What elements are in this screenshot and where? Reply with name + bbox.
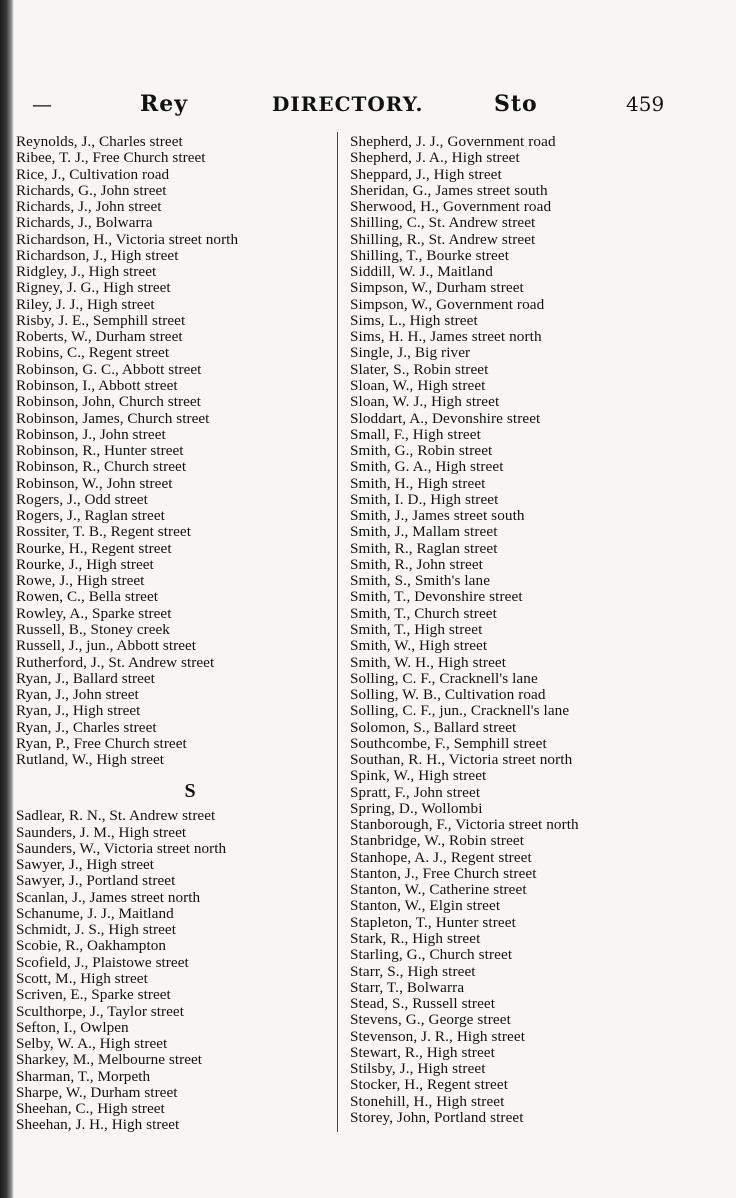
directory-entry: Smith, G. A., High street [350,458,504,476]
book-binding-edge [0,0,14,1198]
directory-entry: Schmidt, J. S., High street [16,921,176,939]
r-entries-list [16,134,334,768]
directory-entry: Smith, H., High street [350,474,486,492]
directory-entry: Scanlan, J., James street north [16,888,201,906]
header-left-guide-word: Rey [140,91,189,117]
header-dash: — [32,92,52,116]
directory-entry: Slater, S., Robin street [350,360,489,378]
directory-entry: Shepherd, J. A., High street [350,149,520,167]
directory-entry: Stanton, J., Free Church street [350,864,537,882]
directory-entry: Sculthorpe, J., Taylor street [16,1002,184,1020]
directory-entry: Richardson, J., High street [16,246,179,264]
directory-entry: Sloan, W., High street [350,376,486,394]
directory-entry: Smith, T., High street [350,620,483,638]
directory-entry: Ryan, P., Free Church street [16,734,187,752]
directory-entry: Rigney, J. G., High street [16,279,171,297]
directory-entry: Rowen, C., Bella street [16,588,159,606]
column-divider [337,132,338,1132]
directory-entry: Spink, W., High street [350,767,487,785]
directory-entry: Saunders, W., Victoria street north [16,839,227,857]
directory-entry: Rowley, A., Sparke street [16,604,172,622]
directory-entry: Sheehan, C., High street [16,1100,165,1118]
directory-entry: Sheridan, G., James street south [350,181,548,199]
directory-entry: Robinson, W., John street [16,474,173,492]
header-right-guide-word: Sto [494,91,538,117]
directory-entry: Rutland, W., High street [16,751,165,769]
section-letter-heading: S [184,780,196,803]
directory-entry: Stanhope, A. J., Regent street [350,848,532,866]
directory-entry: Storey, John, Portland street [350,1108,524,1126]
directory-entry: Stewart, R., High street [350,1043,495,1061]
directory-entry: Shilling, R., St. Andrew street [350,230,536,248]
right-entries-list [350,134,650,1126]
directory-entry: Ribee, T. J., Free Church street [16,149,206,167]
directory-entry: Richards, G., John street [16,181,167,199]
s-entries-list [16,808,334,1133]
directory-entry: Smith, S., Smith's lane [350,572,491,590]
directory-entry: Smith, I. D., High street [350,490,499,508]
directory-entry: Sims, H. H., James street north [350,328,542,346]
directory-entry: Sloan, W. J., High street [350,393,500,411]
directory-entry: Starling, G., Church street [350,946,513,964]
directory-entry: Sharpe, W., Durham street [16,1083,178,1101]
directory-entry: Smith, J., James street south [350,507,525,525]
directory-entry: Single, J., Big river [350,344,471,362]
directory-entry: Ryan, J., Charles street [16,718,157,736]
directory-entry: Stanton, W., Elgin street [350,897,501,915]
directory-entry: Starr, T., Bolwarra [350,978,465,996]
directory-entry: Scofield, J., Plaistowe street [16,953,189,971]
directory-entry: Sadlear, R. N., St. Andrew street [16,807,216,825]
directory-entry: Sharman, T., Morpeth [16,1067,151,1085]
directory-entry: Richards, J., John street [16,198,162,216]
directory-entry: Spratt, F., John street [350,783,481,801]
directory-entry: Solling, W. B., Cultivation road [350,686,546,704]
directory-entry: Ryan, J., John street [16,686,139,704]
directory-entry: Solling, C. F., Cracknell's lane [350,669,538,687]
directory-entry: Robinson, R., Hunter street [16,442,184,460]
directory-entry: Smith, W. H., High street [350,653,507,671]
page-header [30,86,670,122]
directory-entry: Ryan, J., Ballard street [16,669,155,687]
directory-entry: Sheehan, J. H., High street [16,1116,180,1134]
directory-entry: Sloddart, A., Devonshire street [350,409,541,427]
directory-entry: Southcombe, F., Semphill street [350,734,547,752]
directory-entry: Sawyer, J., High street [16,856,155,874]
directory-entry: Ryan, J., High street [16,702,141,720]
directory-entry: Stilsby, J., High street [350,1060,486,1078]
directory-entry: Robins, C., Regent street [16,344,170,362]
directory-entry: Smith, W., High street [350,637,488,655]
directory-entry: Smith, R., John street [350,555,483,573]
directory-entry: Sheppard, J., High street [350,165,502,183]
directory-entry: Shepherd, J. J., Government road [350,133,556,150]
directory-entry: Rogers, J., Raglan street [16,507,165,525]
directory-entry: Solomon, S., Ballard street [350,718,517,736]
directory-entry: Selby, W. A., High street [16,1035,168,1053]
directory-entry: Stevens, G., George street [350,1011,511,1029]
directory-entry: Stanton, W., Catherine street [350,881,527,899]
directory-entry: Rossiter, T. B., Regent street [16,523,191,541]
directory-entry: Spring, D., Wollombi [350,799,483,817]
directory-entry: Robinson, R., Church street [16,458,187,476]
directory-entry: Sawyer, J., Portland street [16,872,176,890]
directory-entry: Smith, J., Mallam street [350,523,498,541]
directory-entry: Sims, L., High street [350,311,478,329]
directory-entry: Ridgley, J., High street [16,263,157,281]
directory-entry: Siddill, W. J., Maitland [350,263,493,281]
directory-entry: Roberts, W., Durham street [16,328,183,346]
page-number: 459 [626,92,665,116]
directory-entry: Russell, J., jun., Abbott street [16,637,197,655]
directory-entry: Rourke, H., Regent street [16,539,172,557]
directory-entry: Schanume, J. J., Maitland [16,904,174,922]
directory-entry: Smith, T., Devonshire street [350,588,523,606]
directory-entry: Rowe, J., High street [16,572,145,590]
directory-entry: Southan, R. H., Victoria street north [350,751,573,769]
directory-entry: Robinson, I., Abbott street [16,376,178,394]
directory-entry: Stapleton, T., Hunter street [350,913,516,931]
directory-entry: Richards, J., Bolwarra [16,214,153,232]
directory-entry: Simpson, W., Government road [350,295,545,313]
directory-entry: Sharkey, M., Melbourne street [16,1051,203,1069]
directory-entry: Smith, G., Robin street [350,442,493,460]
directory-entry: Robinson, J., John street [16,425,166,443]
directory-entry: Stevenson, J. R., High street [350,1027,526,1045]
directory-entry: Scriven, E., Sparke street [16,986,171,1004]
directory-entry: Rogers, J., Odd street [16,490,148,508]
directory-entry: Smith, T., Church street [350,604,497,622]
directory-entry: Reynolds, J., Charles street [16,133,183,150]
directory-entry: Sherwood, H., Government road [350,198,552,216]
directory-entry: Rice, J., Cultivation road [16,165,170,183]
left-column [16,134,334,1134]
directory-entry: Robinson, G. C., Abbott street [16,360,202,378]
header-title: DIRECTORY. [272,92,424,116]
directory-entry: Shilling, T., Bourke street [350,246,510,264]
directory-entry: Scott, M., High street [16,970,148,988]
directory-entry: Small, F., High street [350,425,481,443]
directory-entry: Stonehill, H., High street [350,1092,505,1110]
directory-entry: Riley, J. J., High street [16,295,155,313]
directory-entry: Starr, S., High street [350,962,476,980]
directory-entry: Risby, J. E., Semphill street [16,311,186,329]
directory-entry: Robinson, John, Church street [16,393,201,411]
directory-entry: Stanborough, F., Victoria street north [350,816,579,834]
directory-entry: Robinson, James, Church street [16,409,210,427]
directory-entry: Solling, C. F., jun., Cracknell's lane [350,702,570,720]
directory-entry: Russell, B., Stoney creek [16,620,170,638]
directory-entry: Saunders, J. M., High street [16,823,187,841]
directory-entry: Stanbridge, W., Robin street [350,832,525,850]
directory-entry: Sefton, I., Owlpen [16,1018,129,1036]
directory-entry: Rutherford, J., St. Andrew street [16,653,215,671]
directory-entry: Shilling, C., St. Andrew street [350,214,536,232]
directory-entry: Stocker, H., Regent street [350,1076,509,1094]
directory-entry: Stark, R., High street [350,930,481,948]
directory-entry: Stead, S., Russell street [350,995,496,1013]
directory-entry: Smith, R., Raglan street [350,539,498,557]
right-column [350,134,650,1126]
directory-entry: Scobie, R., Oakhampton [16,937,167,955]
directory-entry: Rourke, J., High street [16,555,154,573]
directory-entry: Richardson, H., Victoria street north [16,230,239,248]
directory-entry: Simpson, W., Durham street [350,279,524,297]
